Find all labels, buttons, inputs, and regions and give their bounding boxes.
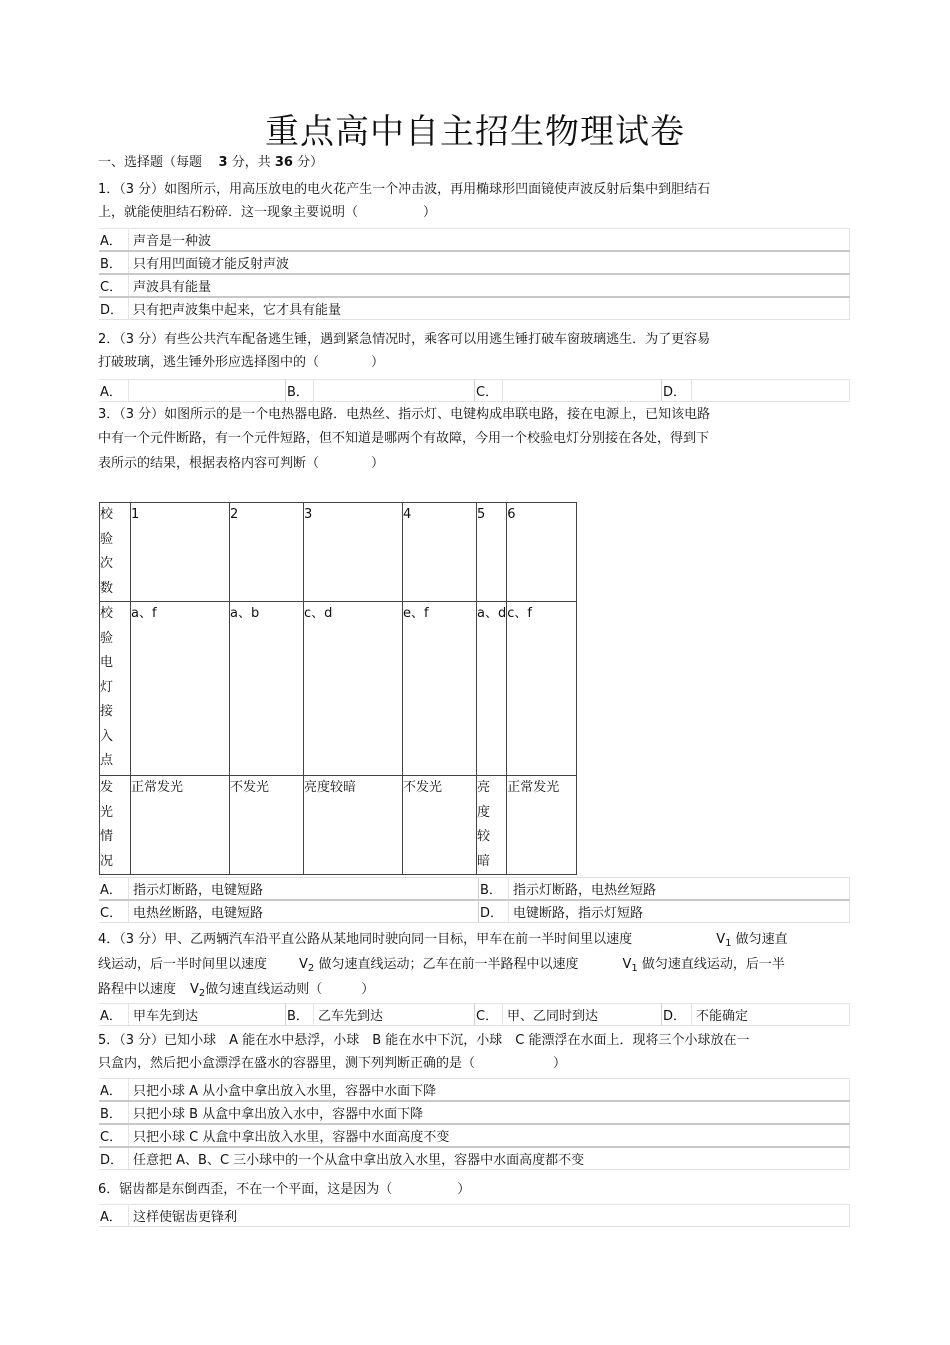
question-3-text-line3: 表所示的结果，根据表格内容可判断（ ） xyxy=(98,456,385,471)
option-c-image[interactable] xyxy=(503,380,662,402)
cell-count-1: 1 xyxy=(131,503,230,602)
cell-count-3: 3 xyxy=(304,503,403,602)
question-4-options xyxy=(99,1003,850,1026)
option-c[interactable]: C． xyxy=(475,1004,503,1026)
cell-result-1: 正常发光 xyxy=(131,776,230,875)
cell-count-4: 4 xyxy=(403,503,477,602)
cell-result-2: 不发光 xyxy=(230,776,304,875)
option-c[interactable]: C． xyxy=(99,900,129,923)
option-d-text[interactable]: 不能确定 xyxy=(692,1004,850,1026)
option-a[interactable]: A． 只把小球 A 从小盒中拿出放入水里，容器中水面下降 xyxy=(99,1079,850,1102)
question-6-options xyxy=(99,1204,850,1227)
option-b[interactable]: B． xyxy=(286,1004,314,1026)
question-2-text-line2: 打破玻璃，逃生锤外形应选择图中的（ ） xyxy=(98,355,385,370)
option-c[interactable]: C． 只把小球 C 从盒中拿出放入水里，容器中水面高度不变 xyxy=(99,1124,850,1147)
cell-count-6: 6 xyxy=(507,503,577,602)
question-5-text-line2: 只盒内，然后把小盒漂浮在盛水的容器里，测下列判断正确的是（ ） xyxy=(98,1056,567,1071)
table-row-result xyxy=(100,776,577,875)
option-a[interactable]: A． xyxy=(99,380,129,402)
question-1-text-line1: 1．（3 分）如图所示，用高压放电的电火花产生一个冲击波，再用椭球形凹面镜使声波反射后集中到胆结石 xyxy=(98,182,711,197)
option-a-image[interactable] xyxy=(129,380,286,402)
question-3-text-line2: 中有一个元件断路，有一个元件短路，但不知道是哪两个有故障，今用一个校验电灯分别接在各处，得到下 xyxy=(98,431,710,446)
option-b[interactable]: B． 只有用凹面镜才能反射声波 xyxy=(99,251,850,274)
option-a[interactable]: A． 声音是一种波 xyxy=(99,229,850,252)
cell-point-4: e、f xyxy=(403,602,477,776)
question-6-text-line1: 6．锯齿都是东倒西歪，不在一个平面，这是因为（ ） xyxy=(98,1182,471,1197)
option-d[interactable]: D． 只有把声波集中起来，它才具有能量 xyxy=(99,297,850,320)
option-a[interactable]: A． 这样使锯齿更锋利 xyxy=(99,1205,850,1227)
option-c-text[interactable]: 电热丝断路，电键短路 xyxy=(129,900,479,923)
option-b-text[interactable]: 指示灯断路，电热丝短路 xyxy=(509,878,850,901)
question-3-options xyxy=(99,877,850,923)
option-d[interactable]: D． 任意把 A、B、C 三小球中的一个从盒中拿出放入水里，容器中水面高度都不变 xyxy=(99,1147,850,1170)
question-5-options xyxy=(99,1078,850,1170)
option-d[interactable]: D． xyxy=(662,1004,692,1026)
question-4-text-line3: 路程中以速度 $V_2$做匀速直线运动则（ ） xyxy=(98,982,375,999)
question-2-text-line1: 2．（3 分）有些公共汽车配备逃生锤，遇到紧急情况时，乘客可以用逃生锤打破车窗玻璃逃生．为了更容易 xyxy=(98,332,711,347)
cell-result-3: 亮度较暗 xyxy=(304,776,403,875)
question-3-text-line1: 3．（3 分）如图所示的是一个电热器电路．电热丝、指示灯、电键构成串联电路，接在电源上，已知该电路 xyxy=(98,407,711,422)
option-b[interactable]: B． 只把小球 B 从盒中拿出放入水中，容器中水面下降 xyxy=(99,1101,850,1124)
question-5-text-line1: 5．（3 分）已知小球 A 能在水中悬浮，小球 B 能在水中下沉，小球 C 能漂浮在水面上．现将三个小球放在一 xyxy=(98,1033,750,1048)
option-a-text[interactable]: 甲车先到达 xyxy=(129,1004,286,1026)
option-a-text[interactable]: 指示灯断路，电键短路 xyxy=(129,878,479,901)
option-c[interactable]: C． xyxy=(475,380,503,402)
row-header-point: 校验电灯接入点 xyxy=(100,606,114,768)
section-heading: 一、选择题（每题 3 分，共 36 分） xyxy=(98,155,324,170)
question-1-text-line2: 上，就能使胆结石粉碎．这一现象主要说明（ ） xyxy=(98,205,437,220)
option-d-image[interactable] xyxy=(692,380,850,402)
cell-result-5: 亮度较暗 xyxy=(477,780,491,869)
cell-point-3: c、d xyxy=(304,602,403,776)
test-results-table xyxy=(99,502,577,875)
cell-result-4: 不发光 xyxy=(403,776,477,875)
table-row-point xyxy=(100,602,577,776)
cell-point-2: a、b xyxy=(230,602,304,776)
question-4-text-line2: 线运动，后一半时间里以速度 $V_2$ 做匀速直线运动；乙车在前一半路程中以速度 $V_1$ 做匀速直线运动，后一半 xyxy=(98,957,785,974)
cell-point-1: a、f xyxy=(131,602,230,776)
question-1-options xyxy=(99,228,850,320)
cell-result-6: 正常发光 xyxy=(507,776,577,875)
option-b[interactable]: B． xyxy=(286,380,314,402)
row-header-result: 发光情况 xyxy=(100,780,114,869)
option-a[interactable]: A． xyxy=(99,878,129,901)
option-d[interactable]: D． xyxy=(479,900,509,923)
option-d-text[interactable]: 电键断路，指示灯短路 xyxy=(509,900,850,923)
option-b-image[interactable] xyxy=(314,380,475,402)
row-header-count: 校验次数 xyxy=(100,507,114,596)
cell-point-6: c、f xyxy=(507,602,577,776)
option-b[interactable]: B． xyxy=(479,878,509,901)
cell-count-2: 2 xyxy=(230,503,304,602)
page-title: 重点高中自主招生物理试卷 xyxy=(265,112,685,152)
option-d[interactable]: D． xyxy=(662,380,692,402)
cell-count-5: 5 xyxy=(477,503,507,602)
cell-point-5: a、d xyxy=(477,602,507,776)
option-a[interactable]: A． xyxy=(99,1004,129,1026)
question-4-text-line1: 4．（3 分）甲、乙两辆汽车沿平直公路从某地同时驶向同一目标，甲车在前一半时间里以速度 $V_1$ 做匀速直 xyxy=(98,932,788,949)
option-c-text[interactable]: 甲、乙同时到达 xyxy=(503,1004,662,1026)
option-b-text[interactable]: 乙车先到达 xyxy=(314,1004,475,1026)
table-row-count xyxy=(100,503,577,602)
question-2-options xyxy=(99,379,850,402)
option-c[interactable]: C． 声波具有能量 xyxy=(99,274,850,297)
